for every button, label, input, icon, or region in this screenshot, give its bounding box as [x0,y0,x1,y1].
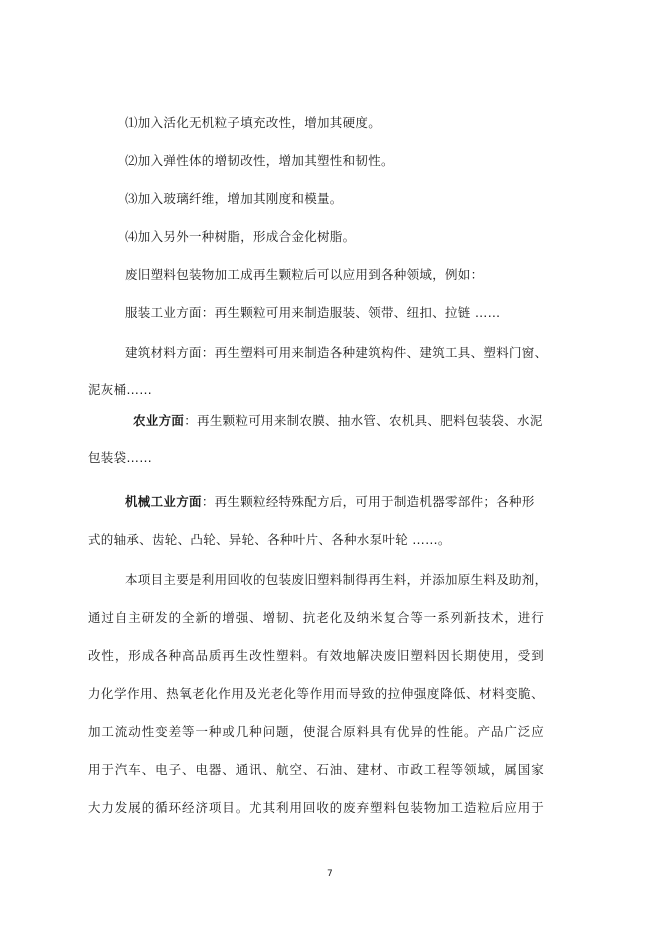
agriculture-paragraph-line1 [133,413,543,429]
building-paragraph-line2: 泥灰桶…… [88,382,153,397]
agriculture-colon: ： [184,413,198,428]
project-paragraph-line: 改性，形成各种高品质再生改性塑料。有效地解决废旧塑料因长期使用，受到 [88,648,544,663]
list-item-1: ⑴加入活化无机粒子填充改性，增加其硬度。 [125,115,382,130]
project-paragraph-line: 力化学作用、热氧老化作用及光老化等作用而导致的拉伸强度降低、材料变脆、 [88,686,544,701]
page-number: 7 [327,869,333,879]
list-item-4: ⑷加入另外一种树脂，形成合金化树脂。 [125,229,356,244]
machinery-colon: ： [201,494,215,509]
agriculture-text: 再生颗粒可用来制农膜、抽水管、农机具、肥料包装袋、水泥 [197,413,543,428]
apparel-paragraph: 服装工业方面：再生颗粒可用来制造服装、领带、纽扣、拉链 …… [125,305,501,320]
machinery-label: 机械工业方面 [125,494,202,509]
agriculture-label: 农业方面 [133,413,185,428]
machinery-paragraph-line1 [125,494,535,510]
list-item-3: ⑶加入玻璃纤维，增加其刚度和模量。 [125,191,343,206]
machinery-text: 再生颗粒经特殊配方后，可用于制造机器零部件；各种形 [214,494,535,509]
intro-paragraph: 废旧塑料包装物加工成再生颗粒后可以应用到各种领域，例如： [125,267,484,282]
agriculture-paragraph-line2: 包装袋…… [88,450,153,465]
project-paragraph-line: 通过自主研发的全新的增强、增韧、抗老化及纳米复合等一系列新技术，进行 [88,610,544,625]
project-paragraph-line: 用于汽车、电子、电器、通讯、航空、石油、建材、市政工程等领域，属国家 [88,762,544,777]
project-paragraph-line: 大力发展的循环经济项目。尤其利用回收的废弃塑料包装物加工造粒后应用于 [88,800,544,815]
machinery-paragraph-line2: 式的轴承、齿轮、凸轮、异轮、各种叶片、各种水泵叶轮 ……。 [88,532,451,547]
project-paragraph-line: 加工流动性变差等一种或几种问题，使混合原料具有优异的性能。产品广泛应 [88,724,544,739]
list-item-2: ⑵加入弹性体的增韧改性，增加其塑性和韧性。 [125,153,394,168]
project-paragraph-line: 本项目主要是利用回收的包装废旧塑料制得再生料，并添加原生料及助剂， [125,572,548,587]
building-paragraph-line1: 建筑材料方面：再生塑料可用来制造各种建筑构件、建筑工具、塑料门窗、 [125,345,548,360]
